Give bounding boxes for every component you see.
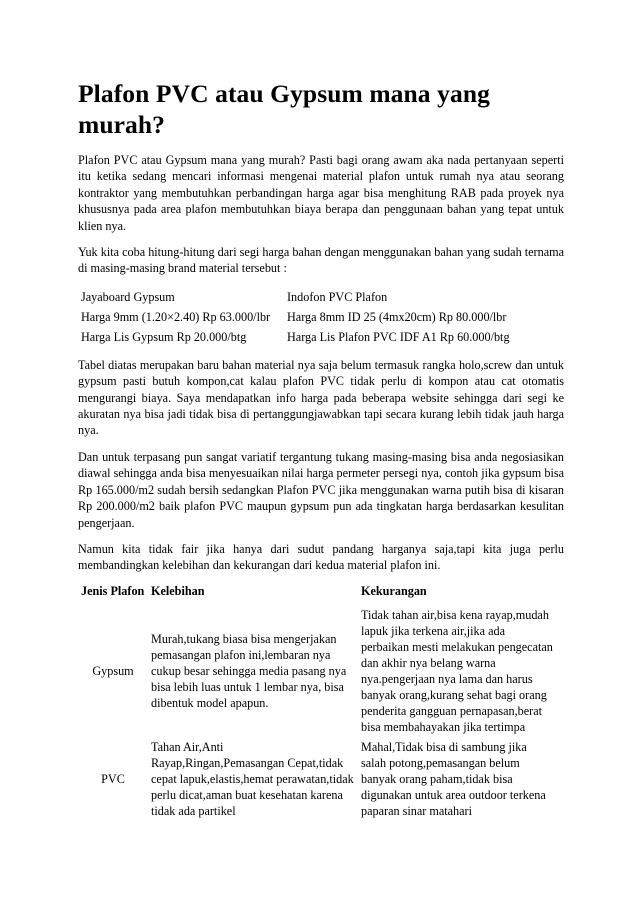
intro-paragraph: Plafon PVC atau Gypsum mana yang murah? Pasti bagi orang awam aka nada pertanyaan seperti itu ketika sedang mencari informasi mengenai material plafon untuk rumah nya atau seorang kontraktor yang membutuhkan perbandingan harga agar bisa menghitung RAB pada proyek nya khususnya pada area plafon membutuhkan biaya berapa dan penggunaan bahan yang tepat untuk klien nya. [78, 153, 564, 233]
comparison-table [78, 584, 556, 821]
table-row [78, 327, 513, 347]
price-cell: Indofon PVC Plafon [287, 289, 388, 304]
plafon-type-cell: PVC [101, 771, 125, 786]
price-cell: Harga Lis Plafon PVC IDF A1 Rp 60.000/btg [287, 329, 510, 344]
install-paragraph: Dan untuk terpasang pun sangat variatif tergantung tukang masing-masing bisa anda negosiasikan diawal sehingga anda bisa menyesuaikan nilai harga permeter persegi nya, contoh jika gypsum bisa Rp 165.000/m2 sudah bersih sedangkan Plafon PVC jika menggunakan warna putih bisa di kisaran Rp 200.000/m2 baik plafon PVC maupun gypsum pun ada tingkatan harga berdasarkan kesulitan pengerjaan. [78, 449, 564, 530]
page-title: Plafon PVC atau Gypsum mana yang murah? [78, 79, 490, 139]
table-row [78, 287, 513, 307]
price-cell: Harga Lis Gypsum Rp 20.000/btg [81, 329, 247, 344]
table-row [78, 605, 556, 737]
price-cell: Jayaboard Gypsum [81, 289, 175, 304]
price-cell: Harga 9mm (1.20×2.40) Rp 63.000/lbr [81, 309, 271, 324]
column-header: Kelebihan [151, 583, 205, 598]
pros-cell: Murah,tukang biasa bisa mengerjakan pemasangan plafon ini,lembaran nya cukup besar sehingga media pasang nya bisa lebih luas untuk 1 lembar nya, bisa dibentuk model apapun. [151, 631, 347, 710]
note-paragraph: Tabel diatas merupakan baru bahan material nya saja belum termasuk rangka holo,screw dan untuk gypsum pasti butuh kompon,cat kalau plafon PVC tidak perlu di kompon atau cat otomatis mengurangi biaya. Saya mendapatkan info harga pada beberapa website sehingga dari segi ke akuratan nya bisa jadi tidak bisa di pertanggungjawabkan tapi secara kurang lebih tidak jauh harga nya. [78, 357, 564, 438]
compare-paragraph: Yuk kita coba hitung-hitung dari segi harga bahan dengan menggunakan bahan yang sudah ternama di masing-masing brand material tersebut : [78, 245, 564, 276]
column-header: Kekurangan [361, 583, 427, 598]
column-header: Jenis Plafon [81, 583, 145, 598]
table-row [78, 307, 513, 327]
pros-cell: Tahan Air,Anti Rayap,Ringan,Pemasangan Cepat,tidak cepat lapuk,elastis,hemat perawatan,tidak perlu dicat,aman buat kesehatan karena tidak ada partikel [151, 739, 354, 818]
plafon-type-cell: Gypsum [92, 663, 134, 678]
price-table [78, 287, 513, 347]
cons-cell: Mahal,Tidak bisa di sambung jika salah potong,pemasangan belum banyak orang paham,tidak bisa digunakan untuk area outdoor terkena paparan sinar matahari [361, 739, 546, 818]
cons-cell: Tidak tahan air,bisa kena rayap,mudah lapuk jika terkena air,jika ada perbaikan mesti melakukan pengecatan dan akhir nya belang warna nya.pengerjaan nya lama dan harus banyak orang,kurang sehat bagi orang penderita gangguan pernapasan,berat bisa membahayakan jika tertimpa [361, 607, 553, 734]
fair-paragraph: Namun kita tidak fair jika hanya dari sudut pandang harganya saja,tapi kita juga perlu membandingkan kelebihan dan kekurangan dari kedua material plafon ini. [78, 541, 564, 573]
price-cell: Harga 8mm ID 25 (4mx20cm) Rp 80.000/lbr [287, 309, 507, 324]
document-page [78, 78, 564, 821]
table-header-row [78, 584, 556, 605]
table-row [78, 737, 556, 821]
